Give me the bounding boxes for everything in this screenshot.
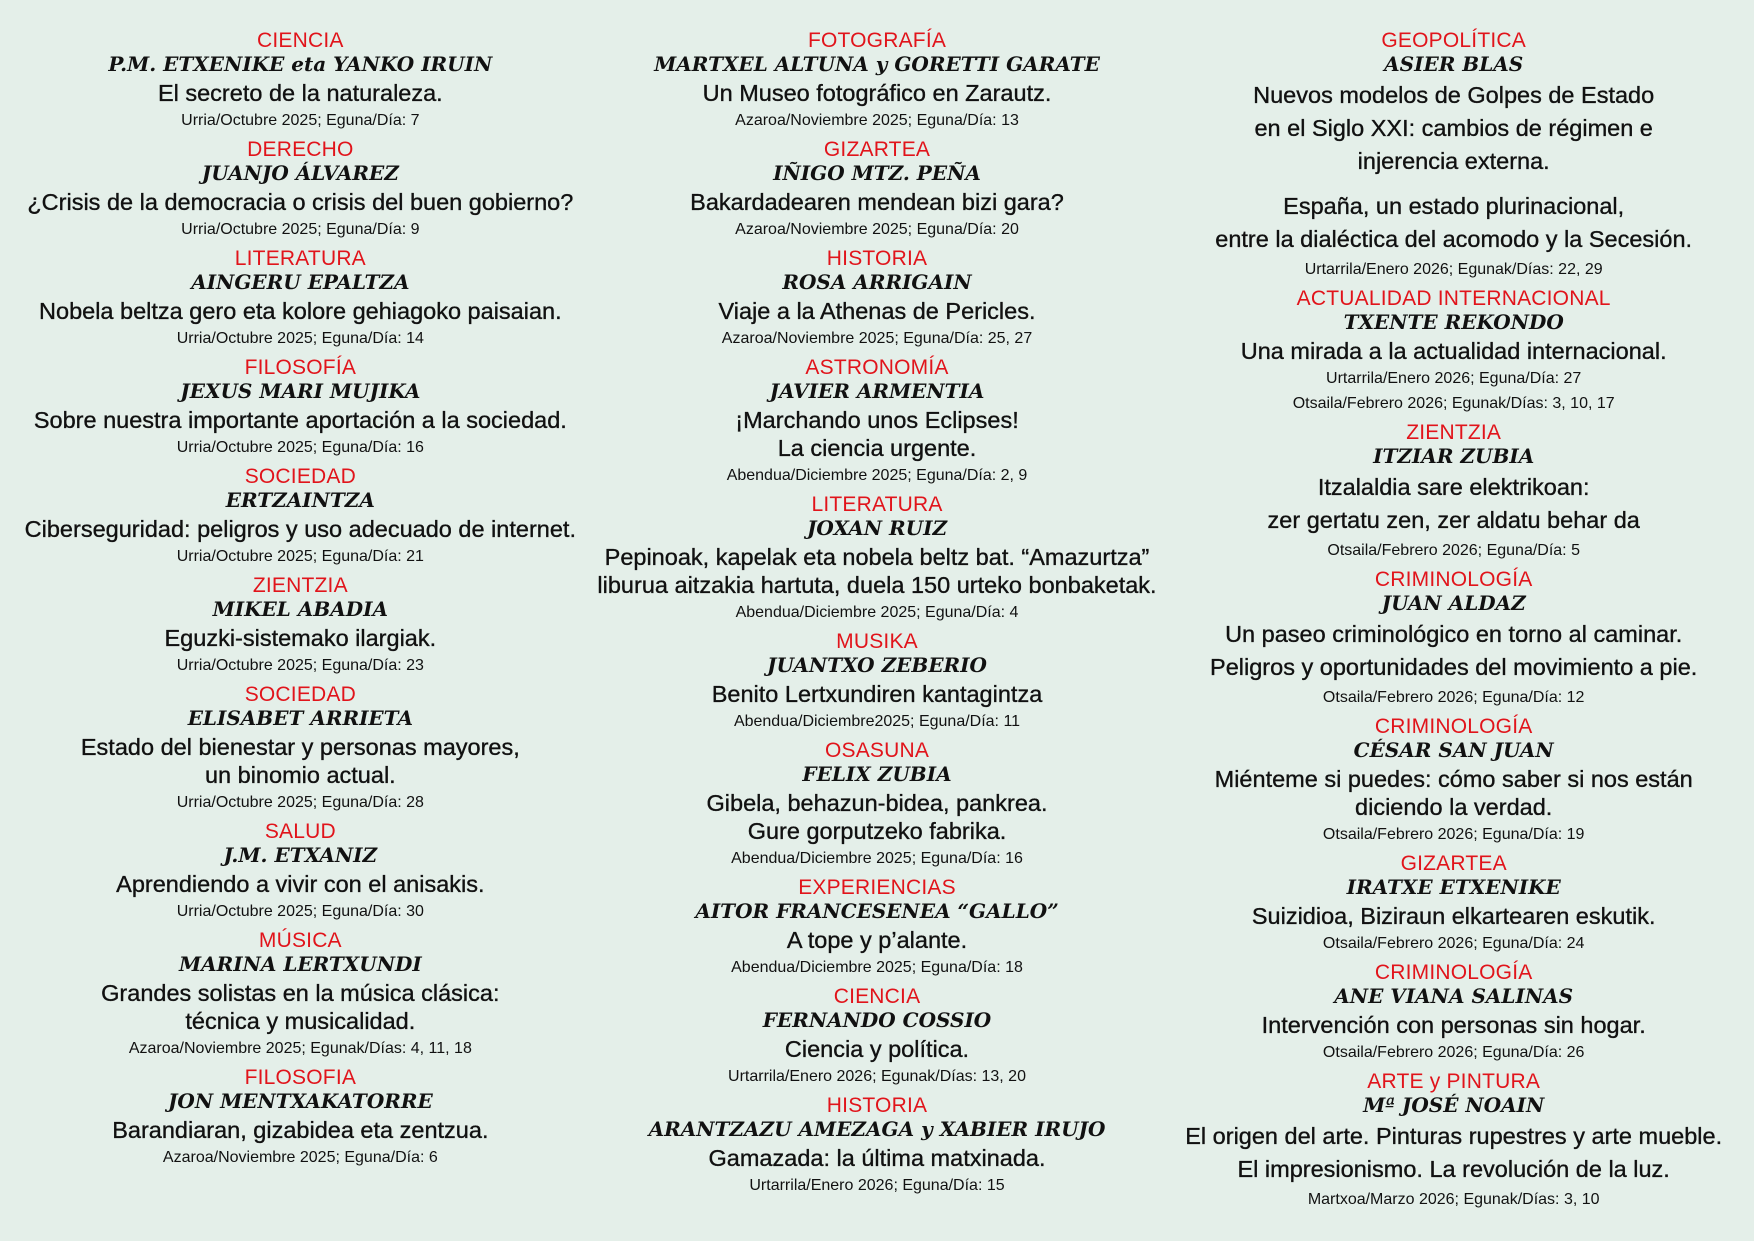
lecture-category: MÚSICA <box>258 929 342 952</box>
lecture-entry <box>1165 30 1742 281</box>
lecture-speaker: MIKEL ABADIA <box>212 597 388 621</box>
lecture-category: CRIMINOLOGÍA <box>1374 568 1533 591</box>
lecture-category: CIENCIA <box>257 29 344 52</box>
lecture-entry <box>589 357 1166 487</box>
lecture-date: Azaroa/Noviembre 2025; Egunak/Días: 4, 11, 18 <box>128 1040 472 1057</box>
lecture-title-line: un binomio actual. <box>204 762 396 788</box>
lecture-category: SALUD <box>264 820 336 843</box>
lecture-title-line: diciendo la verdad. <box>1355 794 1553 820</box>
lecture-category: GIZARTEA <box>1400 852 1507 875</box>
lecture-category: HISTORIA <box>826 247 928 270</box>
lecture-category: CIENCIA <box>833 985 921 1008</box>
lecture-title-line: ¿Crisis de la democracia o crisis del buen gobierno? <box>27 189 574 215</box>
lecture-date: Urria/Octubre 2025; Eguna/Día: 16 <box>176 439 424 456</box>
lecture-date: Otsaila/Febrero 2026; Eguna/Día: 24 <box>1322 935 1585 952</box>
lecture-title-line: ¡Marchando unos Eclipses! <box>735 407 1019 433</box>
lecture-category: MUSIKA <box>836 630 918 653</box>
lecture-date: Urria/Octubre 2025; Eguna/Día: 28 <box>176 794 424 811</box>
lecture-speaker: Mª JOSÉ NOAIN <box>1363 1093 1545 1117</box>
lecture-speaker: JUANJO ÁLVAREZ <box>201 161 399 185</box>
lecture-title-line: en el Siglo XXI: cambios de régimen e <box>1254 115 1653 141</box>
lecture-title-line: Barandiaran, gizabidea eta zentzua. <box>112 1117 489 1143</box>
lecture-title-line: Gure gorputzeko fabrika. <box>747 818 1007 844</box>
lecture-speaker: P.M. ETXENIKE eta YANKO IRUIN <box>108 52 493 76</box>
lecture-date: Urtarrila/Enero 2026; Egunak/Días: 22, 29 <box>1304 261 1603 278</box>
lecture-speaker: AITOR FRANCESENEA “GALLO” <box>695 899 1059 923</box>
lecture-category: ZIENTZIA <box>1406 421 1502 444</box>
lecture-title-line: Intervención con personas sin hogar. <box>1261 1012 1646 1038</box>
lecture-title-line: A tope y p’alante. <box>786 927 968 953</box>
lecture-speaker: CÉSAR SAN JUAN <box>1353 738 1554 762</box>
lecture-title-line: Un paseo criminológico en torno al caminar. <box>1225 621 1683 647</box>
lecture-entry <box>1165 288 1742 415</box>
lecture-entry <box>12 30 589 132</box>
lecture-entry <box>589 631 1166 733</box>
lecture-title-line: Peligros y oportunidades del movimiento a pie. <box>1210 654 1698 680</box>
lecture-title-line: Suizidioa, Biziraun elkartearen eskutik. <box>1251 903 1656 929</box>
lecture-date: Urtarrila/Enero 2026; Eguna/Día: 27 <box>1326 370 1582 387</box>
lecture-title-line: Eguzki-sistemako ilargiak. <box>164 625 437 651</box>
lecture-date: Abendua/Diciembre 2025; Eguna/Día: 18 <box>731 959 1023 976</box>
lecture-date: Otsaila/Febrero 2026; Eguna/Día: 26 <box>1322 1044 1585 1061</box>
lecture-title-line: Un Museo fotográfico en Zarautz. <box>702 80 1052 106</box>
lecture-speaker: ROSA ARRIGAIN <box>782 270 972 294</box>
lecture-entry <box>589 30 1166 132</box>
lecture-date: Martxoa/Marzo 2026; Egunak/Días: 3, 10 <box>1307 1191 1600 1208</box>
lecture-entry <box>12 1067 589 1169</box>
lecture-speaker: IÑIGO MTZ. PEÑA <box>773 161 981 185</box>
lecture-category: CRIMINOLOGÍA <box>1374 961 1533 984</box>
lecture-title-line: La ciencia urgente. <box>777 435 977 461</box>
lecture-title-line: Estado del bienestar y personas mayores, <box>80 734 520 760</box>
lecture-date: Otsaila/Febrero 2026; Eguna/Día: 19 <box>1322 826 1585 843</box>
lecture-category: ZIENTZIA <box>252 574 348 597</box>
lecture-title-line: Aprendiendo a vivir con el anisakis. <box>116 871 485 897</box>
lecture-title-line: El origen del arte. Pinturas rupestres y arte mueble. <box>1185 1123 1723 1149</box>
lecture-date: Urria/Octubre 2025; Eguna/Día: 7 <box>181 112 420 129</box>
lecture-title-line: Pepinoak, kapelak eta nobela beltz bat. “Amazurtza” <box>604 544 1150 570</box>
lecture-date: Urria/Octubre 2025; Eguna/Día: 23 <box>176 657 424 674</box>
lecture-date: Otsaila/Febrero 2026; Egunak/Días: 3, 10, 17 <box>1292 395 1615 412</box>
lecture-title-line: técnica y musicalidad. <box>185 1008 416 1034</box>
lecture-category: CRIMINOLOGÍA <box>1374 715 1533 738</box>
lecture-date: Azaroa/Noviembre 2025; Eguna/Día: 13 <box>735 112 1019 129</box>
lecture-date: Urtarrila/Enero 2026; Eguna/Día: 15 <box>749 1177 1005 1194</box>
lecture-speaker: ANE VIANA SALINAS <box>1334 984 1574 1008</box>
lecture-category: LITERATURA <box>811 493 943 516</box>
lecture-date: Otsaila/Febrero 2026; Eguna/Día: 5 <box>1327 542 1580 559</box>
lecture-entry <box>12 466 589 568</box>
lecture-title-line: España, un estado plurinacional, <box>1283 193 1625 219</box>
lecture-speaker: JAVIER ARMENTIA <box>769 379 985 403</box>
lecture-category: SOCIEDAD <box>244 683 356 706</box>
lecture-category: EXPERIENCIAS <box>798 876 956 899</box>
lecture-title-line: Miénteme si puedes: cómo saber si nos están <box>1214 766 1693 792</box>
lecture-entry <box>12 248 589 350</box>
lecture-category: FOTOGRAFÍA <box>807 29 947 52</box>
lecture-category: LITERATURA <box>234 247 366 270</box>
lecture-date: Abendua/Diciembre 2025; Eguna/Día: 4 <box>735 604 1019 621</box>
lecture-speaker: ELISABET ARRIETA <box>187 706 413 730</box>
lecture-date: Urria/Octubre 2025; Eguna/Día: 21 <box>176 548 424 565</box>
lecture-entry <box>1165 716 1742 846</box>
lecture-speaker: ERTZAINTZA <box>225 488 375 512</box>
lecture-entry <box>12 575 589 677</box>
lecture-entry <box>589 248 1166 350</box>
lecture-title-line: Ciberseguridad: peligros y uso adecuado de internet. <box>24 516 576 542</box>
lecture-date: Azaroa/Noviembre 2025; Eguna/Día: 25, 27 <box>721 330 1033 347</box>
lecture-category: DERECHO <box>247 138 354 161</box>
lecture-category: GIZARTEA <box>823 138 931 161</box>
lecture-speaker: MARTXEL ALTUNA y GORETTI GARATE <box>654 52 1100 76</box>
lecture-entry <box>589 494 1166 624</box>
lecture-entry <box>589 986 1166 1088</box>
lecture-date: Urria/Octubre 2025; Eguna/Día: 14 <box>176 330 424 347</box>
lecture-date: Abendua/Diciembre2025; Eguna/Día: 11 <box>733 713 1021 730</box>
lecture-title-line: El secreto de la naturaleza. <box>157 80 443 106</box>
lecture-title-line: injerencia externa. <box>1357 148 1550 174</box>
lecture-title-line: Nuevos modelos de Golpes de Estado <box>1253 82 1655 108</box>
lecture-speaker: JUANTXO ZEBERIO <box>767 653 987 677</box>
lecture-date: Abendua/Diciembre 2025; Eguna/Día: 2, 9 <box>726 467 1028 484</box>
lecture-title-line: Itzalaldia sare elektrikoan: <box>1317 474 1590 500</box>
lecture-category: HISTORIA <box>826 1094 928 1117</box>
lecture-date: Urria/Octubre 2025; Eguna/Día: 9 <box>181 221 420 238</box>
lecture-category: FILOSOFÍA <box>244 356 357 379</box>
lecture-speaker: JOXAN RUIZ <box>806 516 948 540</box>
lecture-entry <box>589 139 1166 241</box>
lecture-entry <box>12 139 589 241</box>
lecture-speaker: FERNANDO COSSIO <box>762 1008 992 1032</box>
lecture-speaker: AINGERU EPALTZA <box>191 270 410 294</box>
lecture-category: GEOPOLÍTICA <box>1381 29 1526 52</box>
lecture-category: FILOSOFIA <box>244 1066 357 1089</box>
lecture-title-line: Nobela beltza gero eta kolore gehiagoko paisaian. <box>39 298 562 324</box>
lecture-title-line: Una mirada a la actualidad internacional. <box>1240 338 1667 364</box>
lecture-title-line: Gibela, behazun-bidea, pankrea. <box>706 790 1048 816</box>
lecture-date: Azaroa/Noviembre 2025; Eguna/Día: 20 <box>735 221 1019 238</box>
lecture-speaker: ITZIAR ZUBIA <box>1373 444 1535 468</box>
lecture-speaker: JON MENTXAKATORRE <box>167 1089 433 1113</box>
lecture-speaker: ARANTZAZU AMEZAGA y XABIER IRUJO <box>648 1117 1106 1141</box>
lecture-title-line: Sobre nuestra importante aportación a la sociedad. <box>33 407 567 433</box>
lecture-entry <box>1165 853 1742 955</box>
lecture-entry <box>12 357 589 459</box>
lecture-entry <box>1165 1071 1742 1211</box>
lecture-date: Abendua/Diciembre 2025; Eguna/Día: 16 <box>731 850 1023 867</box>
lecture-date: Urria/Octubre 2025; Eguna/Día: 30 <box>176 903 424 920</box>
lecture-date: Azaroa/Noviembre 2025; Eguna/Día: 6 <box>162 1149 438 1166</box>
lecture-speaker: FELIX ZUBIA <box>802 762 952 786</box>
lecture-entry <box>12 821 589 923</box>
lecture-category: OSASUNA <box>824 739 930 762</box>
lecture-date: Otsaila/Febrero 2026; Eguna/Día: 12 <box>1322 689 1585 706</box>
lecture-category: ASTRONOMÍA <box>805 356 949 379</box>
lecture-speaker: JUAN ALDAZ <box>1381 591 1526 615</box>
lecture-entry <box>589 877 1166 979</box>
lecture-title-line: Ciencia y política. <box>784 1036 970 1062</box>
lecture-title-line: Bakardadearen mendean bizi gara? <box>690 189 1064 215</box>
lecture-entry <box>1165 422 1742 562</box>
lecture-title-line <box>1165 178 1742 190</box>
lecture-title-line: liburua aitzakia hartuta, duela 150 urteko bonbaketak. <box>597 572 1157 598</box>
lecture-speaker: ASIER BLAS <box>1384 52 1524 76</box>
lecture-title-line: El impresionismo. La revolución de la luz. <box>1237 1156 1670 1182</box>
lecture-title-line: Viaje a la Athenas de Pericles. <box>718 298 1036 324</box>
lecture-entry <box>589 1095 1166 1197</box>
lecture-entry <box>1165 962 1742 1064</box>
program-column-2 <box>589 30 1166 1241</box>
lecture-speaker: J.M. ETXANIZ <box>223 843 378 867</box>
lecture-speaker: MARINA LERTXUNDI <box>178 952 422 976</box>
lecture-title-line: Grandes solistas en la música clásica: <box>101 980 500 1006</box>
lecture-title-line: zer gertatu zen, zer aldatu behar da <box>1267 507 1640 533</box>
lecture-speaker: IRATXE ETXENIKE <box>1346 875 1561 899</box>
lecture-title-line: Gamazada: la última matxinada. <box>708 1145 1046 1171</box>
lecture-entry <box>12 930 589 1060</box>
lecture-speaker: JEXUS MARI MUJIKA <box>180 379 421 403</box>
lecture-category: ARTE y PINTURA <box>1367 1070 1541 1093</box>
lecture-date: Urtarrila/Enero 2026; Egunak/Días: 13, 20 <box>728 1068 1026 1085</box>
lecture-speaker: TXENTE REKONDO <box>1343 310 1564 334</box>
lecture-entry <box>12 684 589 814</box>
lecture-title-line: entre la dialéctica del acomodo y la Secesión. <box>1215 226 1693 252</box>
program-column-1 <box>12 30 589 1241</box>
lecture-category: ACTUALIDAD INTERNACIONAL <box>1296 287 1611 310</box>
lecture-category: SOCIEDAD <box>244 465 356 488</box>
lecture-entry <box>1165 569 1742 709</box>
lecture-entry <box>589 740 1166 870</box>
lecture-title-line: Benito Lertxundiren kantagintza <box>711 681 1043 707</box>
program-column-3 <box>1165 30 1742 1241</box>
